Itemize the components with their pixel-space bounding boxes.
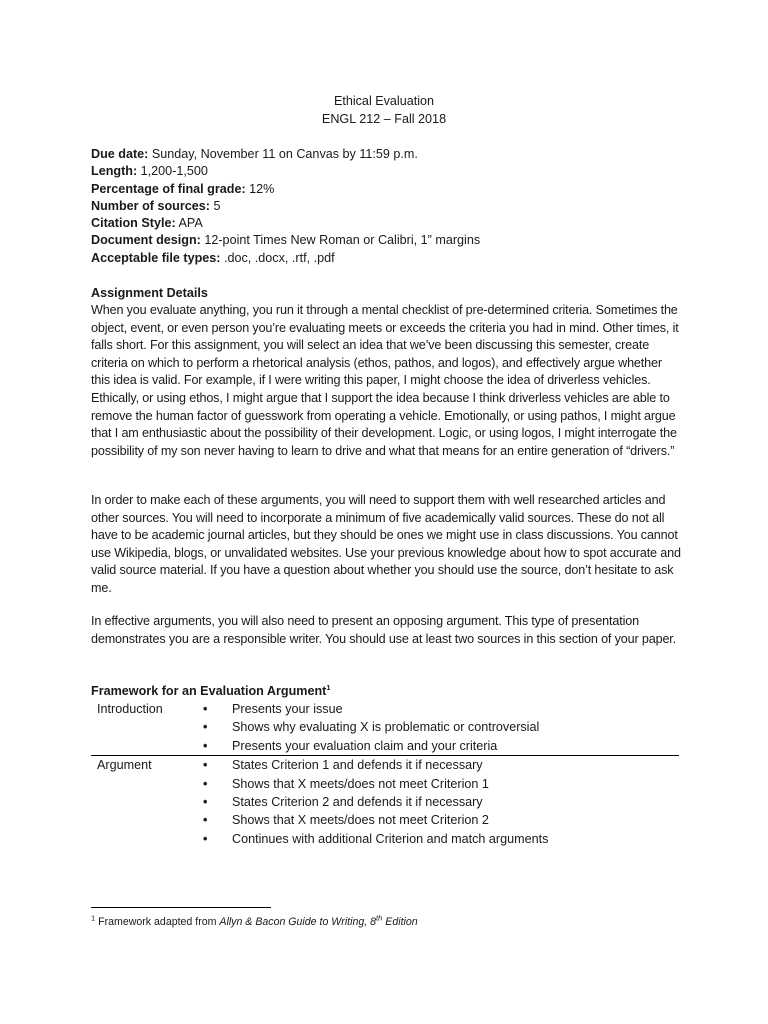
list-item-text: States Criterion 2 and defends it if necessary — [232, 795, 483, 810]
bullet-icon: • — [203, 758, 208, 773]
list-item-text: Presents your issue — [232, 702, 343, 716]
detail-value: APA — [175, 216, 203, 231]
framework-row-argument — [91, 756, 679, 848]
bullet-icon: • — [203, 720, 208, 735]
detail-value: 5 — [209, 198, 221, 213]
detail-label: Citation Style: — [91, 216, 176, 231]
assignment-paragraph-2: In order to make each of these arguments, you will need to support them with well researched articles and other sources. You will need to incorporate a minimum of five academically valid sources. These do not all have to be academic journal articles, but they should be ones we might use in class discussions. You cannot use Wikipedia, blogs, or unvalidated websites. Use your previous knowledge about how to spot accurate and valid source material. If you have a question about whether you should use the source, don’t hesitate to ask me. — [91, 493, 681, 595]
assignment-details-heading: Assignment Details — [91, 286, 208, 300]
detail-label: Due date: — [91, 147, 149, 161]
detail-sources — [91, 198, 691, 215]
list-item-text: Shows that X meets/does not meet Criterion 2 — [232, 813, 489, 828]
list-item-text: States Criterion 1 and defends it if necessary — [232, 758, 483, 773]
footnote — [91, 914, 418, 930]
detail-label: Number of sources: — [91, 198, 210, 213]
bullet-icon: • — [203, 831, 208, 846]
list-item — [203, 811, 679, 829]
source-title-text: Allyn & Bacon Guide to Writing, 8 — [219, 916, 377, 928]
document-title: Ethical Evaluation — [333, 94, 435, 108]
assignment-paragraph-3: In effective arguments, you will also need to present an opposing argument. This type of presentation demonstrates you are a responsible writer. You should use at least two sources in this section of your paper. — [91, 614, 676, 646]
course-subtitle: ENGL 212 – Fall 2018 — [321, 112, 447, 126]
bullet-icon: • — [203, 795, 208, 810]
framework-heading — [91, 682, 331, 700]
detail-file-types — [91, 250, 691, 267]
source-title-suffix: Edition — [382, 916, 418, 928]
list-item-text: Shows that X meets/does not meet Criterion 1 — [232, 776, 489, 791]
framework-criteria-list — [91, 756, 679, 848]
bullet-icon: • — [203, 738, 208, 753]
framework-row-label: Argument — [97, 758, 152, 773]
detail-value: .doc, .docx, .rtf, .pdf — [220, 250, 335, 265]
footnote-reference[interactable]: 1 — [326, 682, 331, 692]
framework-criteria-list — [91, 700, 679, 755]
detail-citation-style — [91, 215, 691, 232]
framework-row-label: Introduction — [97, 702, 163, 716]
detail-due-date — [91, 146, 691, 163]
detail-value: Sunday, November 11 on Canvas by 11:59 p.m. — [148, 147, 418, 161]
list-item — [203, 775, 679, 793]
detail-percentage — [91, 181, 691, 198]
framework-heading-text: Framework for an Evaluation Argument — [91, 684, 327, 698]
detail-value: 12-point Times New Roman or Calibri, 1” margins — [200, 233, 481, 248]
detail-value: 12% — [245, 181, 275, 196]
bullet-icon: • — [203, 702, 208, 716]
footnote-number: 1 — [91, 913, 96, 923]
framework-table — [91, 700, 679, 848]
list-item-text: Presents your evaluation claim and your criteria — [232, 738, 498, 753]
list-item — [203, 718, 679, 736]
list-item — [203, 830, 679, 848]
detail-label: Percentage of final grade: — [91, 181, 246, 196]
list-item — [203, 700, 679, 718]
detail-value: 1,200-1,500 — [137, 164, 208, 179]
list-item — [203, 737, 679, 755]
footnote-separator — [91, 907, 271, 908]
assignment-details-list — [91, 146, 691, 267]
list-item-text: Continues with additional Criterion and match arguments — [232, 831, 549, 846]
bullet-icon: • — [203, 776, 208, 791]
detail-document-design — [91, 232, 691, 249]
list-item — [203, 793, 679, 811]
detail-length — [91, 163, 691, 180]
list-item — [203, 756, 679, 774]
framework-row-introduction — [91, 700, 679, 755]
footnote-prefix: Framework adapted from — [95, 916, 220, 928]
list-item-text: Shows why evaluating X is problematic or controversial — [232, 720, 540, 735]
footnote-source-title — [219, 913, 418, 928]
detail-label: Document design: — [91, 233, 201, 248]
bullet-icon: • — [203, 813, 208, 828]
detail-label: Length: — [91, 164, 138, 179]
detail-label: Acceptable file types: — [91, 250, 221, 265]
edition-superscript: th — [376, 913, 383, 923]
assignment-paragraph-1: When you evaluate anything, you run it through a mental checklist of pre-determined criteria. Sometimes the object, event, or even person you’re evaluating meets or exceeds the criteria you had in mind. Other times, it falls short. For this assignment, you will select an idea that we’ve been discussing this semester, create criteria on which to perform a rhetorical analysis (ethos, pathos, and logos), and effectively argue whether this idea is valid. For example, if I were writing this paper, I might choose the idea of driverless vehicles. Ethically, or using ethos, I might argue that I support the idea because I think driverless vehicles are able to remove the human factor of guesswork from operating a vehicle. Emotionally, or using pathos, I might argue that I am enthusiastic about the possibility of their development. Logic, or using logos, I might interrogate the possibility of my son never having to learn to drive and what that means for an entire generation of “drivers.” — [91, 303, 679, 458]
